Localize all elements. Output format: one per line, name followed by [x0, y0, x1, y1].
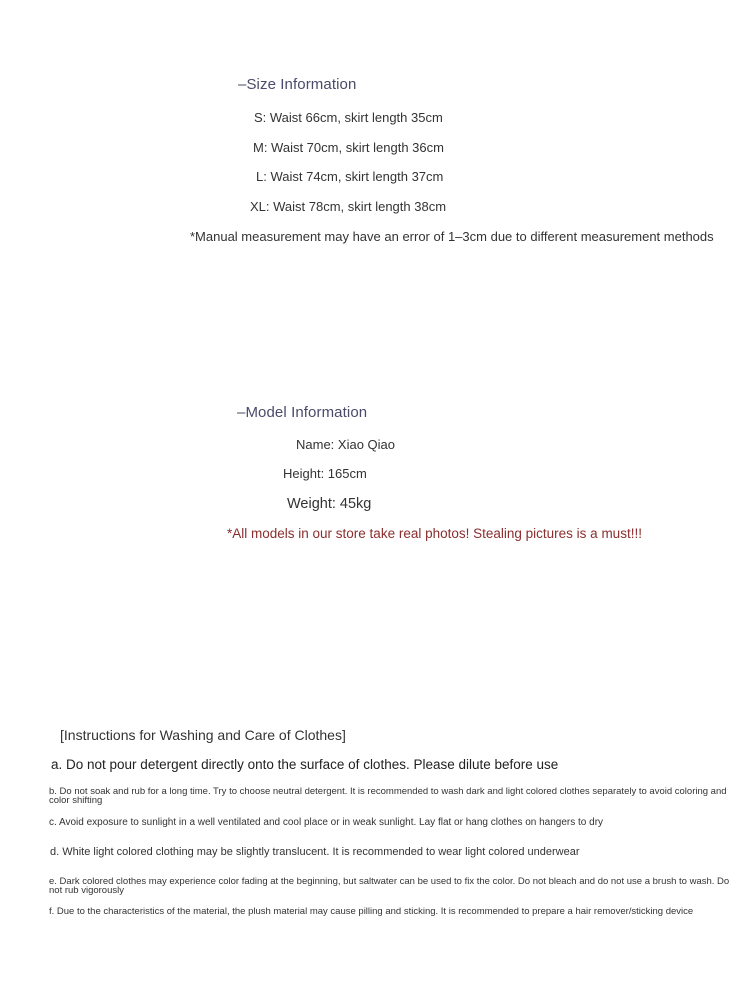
measurement-note: *Manual measurement may have an error of 1–3cm due to different measurement methods — [190, 229, 714, 244]
care-item-d: d. White light colored clothing may be slightly translucent. It is recommended to wear light colored underwear — [50, 846, 580, 858]
size-line-s: S: Waist 66cm, skirt length 35cm — [254, 110, 443, 125]
care-item-e: e. Dark colored clothes may experience color fading at the beginning, but saltwater can be used to fix the color. Do not bleach and do not use a brush to wash. Do not rub vigorously — [49, 876, 730, 896]
care-item-b: b. Do not soak and rub for a long time. Try to choose neutral detergent. It is recommended to wash dark and light colored clothes separately to avoid coloring and color shifting — [49, 786, 727, 806]
size-info-heading: –Size Information — [238, 76, 357, 93]
size-line-m: M: Waist 70cm, skirt length 36cm — [253, 140, 444, 155]
model-height: Height: 165cm — [283, 466, 367, 481]
care-item-a: a. Do not pour detergent directly onto the surface of clothes. Please dilute before use — [51, 757, 559, 772]
care-item-f: f. Due to the characteristics of the material, the plush material may cause pilling and sticking. It is recommended to prepare a hair remover/sticking device — [49, 906, 694, 917]
care-title: [Instructions for Washing and Care of Clothes] — [60, 727, 346, 743]
care-item-c: c. Avoid exposure to sunlight in a well ventilated and cool place or in weak sunlight. Lay flat or hang clothes on hangers to dry — [49, 817, 604, 828]
model-info-heading: –Model Information — [237, 404, 368, 421]
model-name: Name: Xiao Qiao — [296, 437, 395, 452]
size-line-xl: XL: Waist 78cm, skirt length 38cm — [250, 199, 447, 214]
size-line-l: L: Waist 74cm, skirt length 37cm — [256, 169, 444, 184]
photo-warning: *All models in our store take real photos! Stealing pictures is a must!!! — [227, 526, 642, 541]
model-weight: Weight: 45kg — [287, 496, 372, 512]
